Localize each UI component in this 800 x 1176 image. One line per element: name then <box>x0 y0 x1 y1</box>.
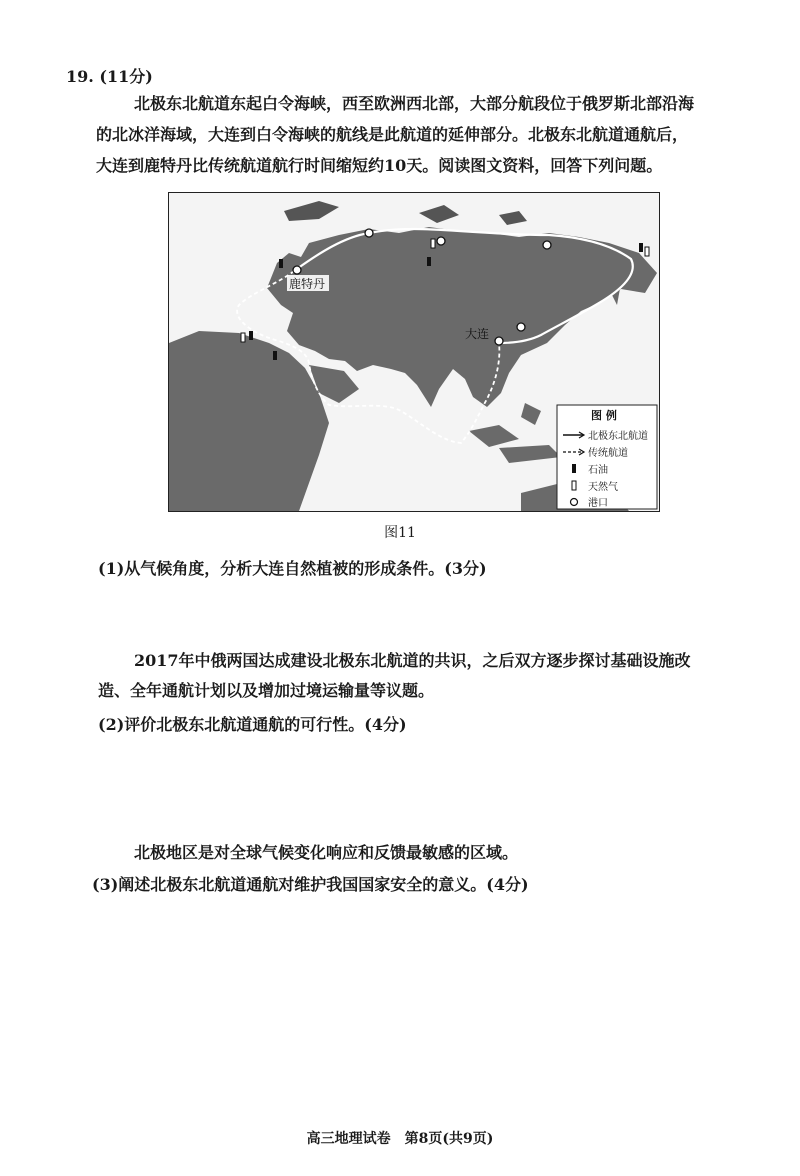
oil-icon <box>249 331 253 340</box>
sub-question-3: (3)阐述北极东北航道通航对维护我国国家安全的意义。(4分) <box>92 875 529 894</box>
natural-gas-icon <box>431 239 435 248</box>
oil-icon <box>273 351 277 360</box>
material-2-line-1: 2017年中俄两国达成建设北极东北航道的共识，之后双方逐步探讨基础设施改 <box>134 651 691 670</box>
sub-question-2: (2)评价北极东北航道通航的可行性。(4分) <box>98 715 407 734</box>
legend-title: 图 例 <box>591 409 617 422</box>
port-icon <box>517 323 525 331</box>
oil-icon <box>279 259 283 268</box>
oil-icon <box>639 243 643 252</box>
question-number: 19. (11分) <box>66 67 153 86</box>
port-icon <box>543 241 551 249</box>
port-icon <box>571 499 578 506</box>
intro-line-3: 大连到鹿特丹比传统航道航行时间缩短约10天。阅读图文资料，回答下列问题。 <box>96 156 663 175</box>
legend-label-port: 港口 <box>588 498 608 509</box>
port-rotterdam-icon <box>293 266 301 274</box>
intro-line-2: 的北冰洋海域，大连到白令海峡的航线是此航道的延伸部分。北极东北航道通航后， <box>96 125 689 144</box>
oil-icon <box>427 257 431 266</box>
route-map <box>168 192 660 512</box>
legend-label-traditional: 传统航道 <box>588 448 628 459</box>
port-dalian-icon <box>495 337 503 345</box>
page-footer: 高三地理试卷 第8页(共9页) <box>306 1131 494 1147</box>
map-graphic <box>169 193 659 511</box>
material-2-line-2: 造、全年通航计划以及增加过境运输量等议题。 <box>98 681 435 700</box>
dalian-label: 大连 <box>465 327 490 341</box>
question-intro <box>96 88 708 181</box>
intro-line-1: 北极东北航道东起白令海峡，西至欧洲西北部，大部分航段位于俄罗斯北部沿海 <box>134 94 695 113</box>
oil-icon <box>572 464 576 473</box>
natural-gas-icon <box>241 333 245 342</box>
legend-label-oil: 石油 <box>588 465 608 476</box>
material-3: 北极地区是对全球气候变化响应和反馈最敏感的区域。 <box>134 843 519 862</box>
natural-gas-icon <box>572 481 576 490</box>
port-icon <box>365 229 373 237</box>
sub-question-1: (1)从气候角度，分析大连自然植被的形成条件。(3分) <box>98 559 487 578</box>
port-icon <box>437 237 445 245</box>
figure-caption: 图11 <box>384 525 416 541</box>
legend-label-gas: 天然气 <box>588 482 618 493</box>
material-2 <box>98 646 718 706</box>
legend-label-northeast: 北极东北航道 <box>588 431 648 442</box>
natural-gas-icon <box>645 247 649 256</box>
rotterdam-label: 鹿特丹 <box>289 277 326 291</box>
map-legend <box>557 405 657 509</box>
